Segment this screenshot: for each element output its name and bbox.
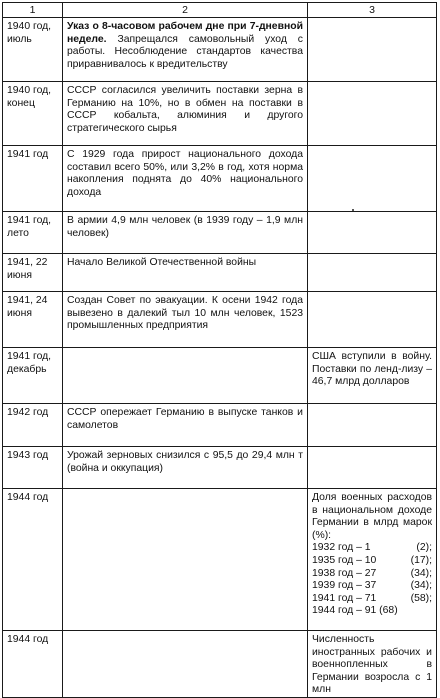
- table-row: [3, 18, 437, 82]
- event-cell: В армии 4,9 млн человек (в 1939 году – 1,9 млн человек): [63, 212, 308, 254]
- date-cell: 1940 год, июль: [3, 18, 63, 82]
- header-col-2: 2: [63, 3, 308, 18]
- stat-line: [312, 593, 432, 606]
- header-col-1: 1: [3, 3, 63, 18]
- event-text: Запрещался самовольный уход с работы. Несоблюдение стандартов качества приравнивалось к вредительству: [67, 33, 303, 70]
- stat-line-percent: (58);: [410, 592, 432, 604]
- event-cell: Урожай зерновых снизился с 95,5 до 29,4 млн т (война и оккупация): [63, 447, 308, 489]
- event-cell: [63, 631, 308, 698]
- table-row: [3, 146, 437, 212]
- stat-line: [312, 555, 432, 568]
- date-cell: 1941, 22 июня: [3, 254, 63, 292]
- world-cell: США вступили в войну. Поставки по ленд-лизу – 46,7 млрд долларов: [308, 348, 437, 404]
- date-cell: 1941 год, лето: [3, 212, 63, 254]
- chronology-table: [2, 2, 437, 698]
- event-cell: [63, 348, 308, 404]
- date-cell: 1941, 24 июня: [3, 292, 63, 348]
- world-cell: [308, 447, 437, 489]
- table-row: [3, 82, 437, 146]
- table-row: [3, 212, 437, 254]
- stat-line-value: 1935 год – 10: [312, 554, 377, 566]
- header-row: [3, 3, 437, 18]
- table-row: [3, 631, 437, 698]
- header-col-3: 3: [308, 3, 437, 18]
- event-cell: [63, 489, 308, 631]
- date-cell: 1940 год, конец: [3, 82, 63, 146]
- world-cell: [308, 292, 437, 348]
- world-cell: [308, 146, 437, 212]
- world-stats-intro: Доля военных расходов в национальном доходе Германии в млрд марок (%):: [312, 492, 432, 541]
- event-cell: СССР опережает Германию в выпуске танков и самолетов: [63, 404, 308, 447]
- table-row: [3, 489, 437, 631]
- world-cell: [308, 489, 437, 631]
- stat-line-percent: (2);: [416, 542, 432, 554]
- event-bold-text: Указ о 8-часовом рабочем дне при 7-дневной неделе.: [67, 21, 303, 45]
- event-cell: С 1929 года прирост национального дохода составил всего 50%, или 3,2% в год, хотя норма накопления поднята до 40% национального дохода: [63, 146, 308, 212]
- stat-line-value: 1938 год – 27: [312, 567, 377, 579]
- world-cell: [308, 82, 437, 146]
- world-cell: Численность иностранных рабочих и военнопленных в Германии возросла с 1 млн: [308, 631, 437, 698]
- table-row: [3, 348, 437, 404]
- table-row: [3, 254, 437, 292]
- stat-line-percent: (17);: [410, 554, 432, 566]
- table-row: [3, 447, 437, 489]
- table-row: [3, 404, 437, 447]
- world-cell: [308, 18, 437, 82]
- world-cell: [308, 404, 437, 447]
- stat-line-percent: (34);: [410, 580, 432, 592]
- stat-line: [312, 580, 432, 593]
- table-row: [3, 292, 437, 348]
- stat-line-value: 1932 год – 1: [312, 542, 371, 554]
- stat-line-value: 1939 год – 37: [312, 580, 377, 592]
- stat-line: [312, 605, 432, 618]
- stat-line: [312, 568, 432, 581]
- date-cell: 1944 год: [3, 489, 63, 631]
- event-cell: СССР согласился увеличить поставки зерна в Германию на 10%, но в обмен на поставки в СССР кобальта, алюминия и другого стратегического сырья: [63, 82, 308, 146]
- date-cell: 1942 год: [3, 404, 63, 447]
- stat-line-percent: (34);: [410, 567, 432, 579]
- stat-line: [312, 542, 432, 555]
- stat-line-value: 1941 год – 71: [312, 592, 377, 604]
- event-cell: Начало Великой Отечественной войны: [63, 254, 308, 292]
- stat-line-value: 1944 год – 91 (68): [312, 605, 398, 617]
- date-cell: 1941 год: [3, 146, 63, 212]
- date-cell: 1941 год, декабрь: [3, 348, 63, 404]
- world-stats-list: [312, 542, 432, 618]
- event-cell: Создан Совет по эвакуации. К осени 1942 года вывезено в далекий тыл 10 млн человек, 1523 промышленных предприятия: [63, 292, 308, 348]
- world-cell: [308, 212, 437, 254]
- date-cell: 1944 год: [3, 631, 63, 698]
- event-cell: [63, 18, 308, 82]
- date-cell: 1943 год: [3, 447, 63, 489]
- world-cell: [308, 254, 437, 292]
